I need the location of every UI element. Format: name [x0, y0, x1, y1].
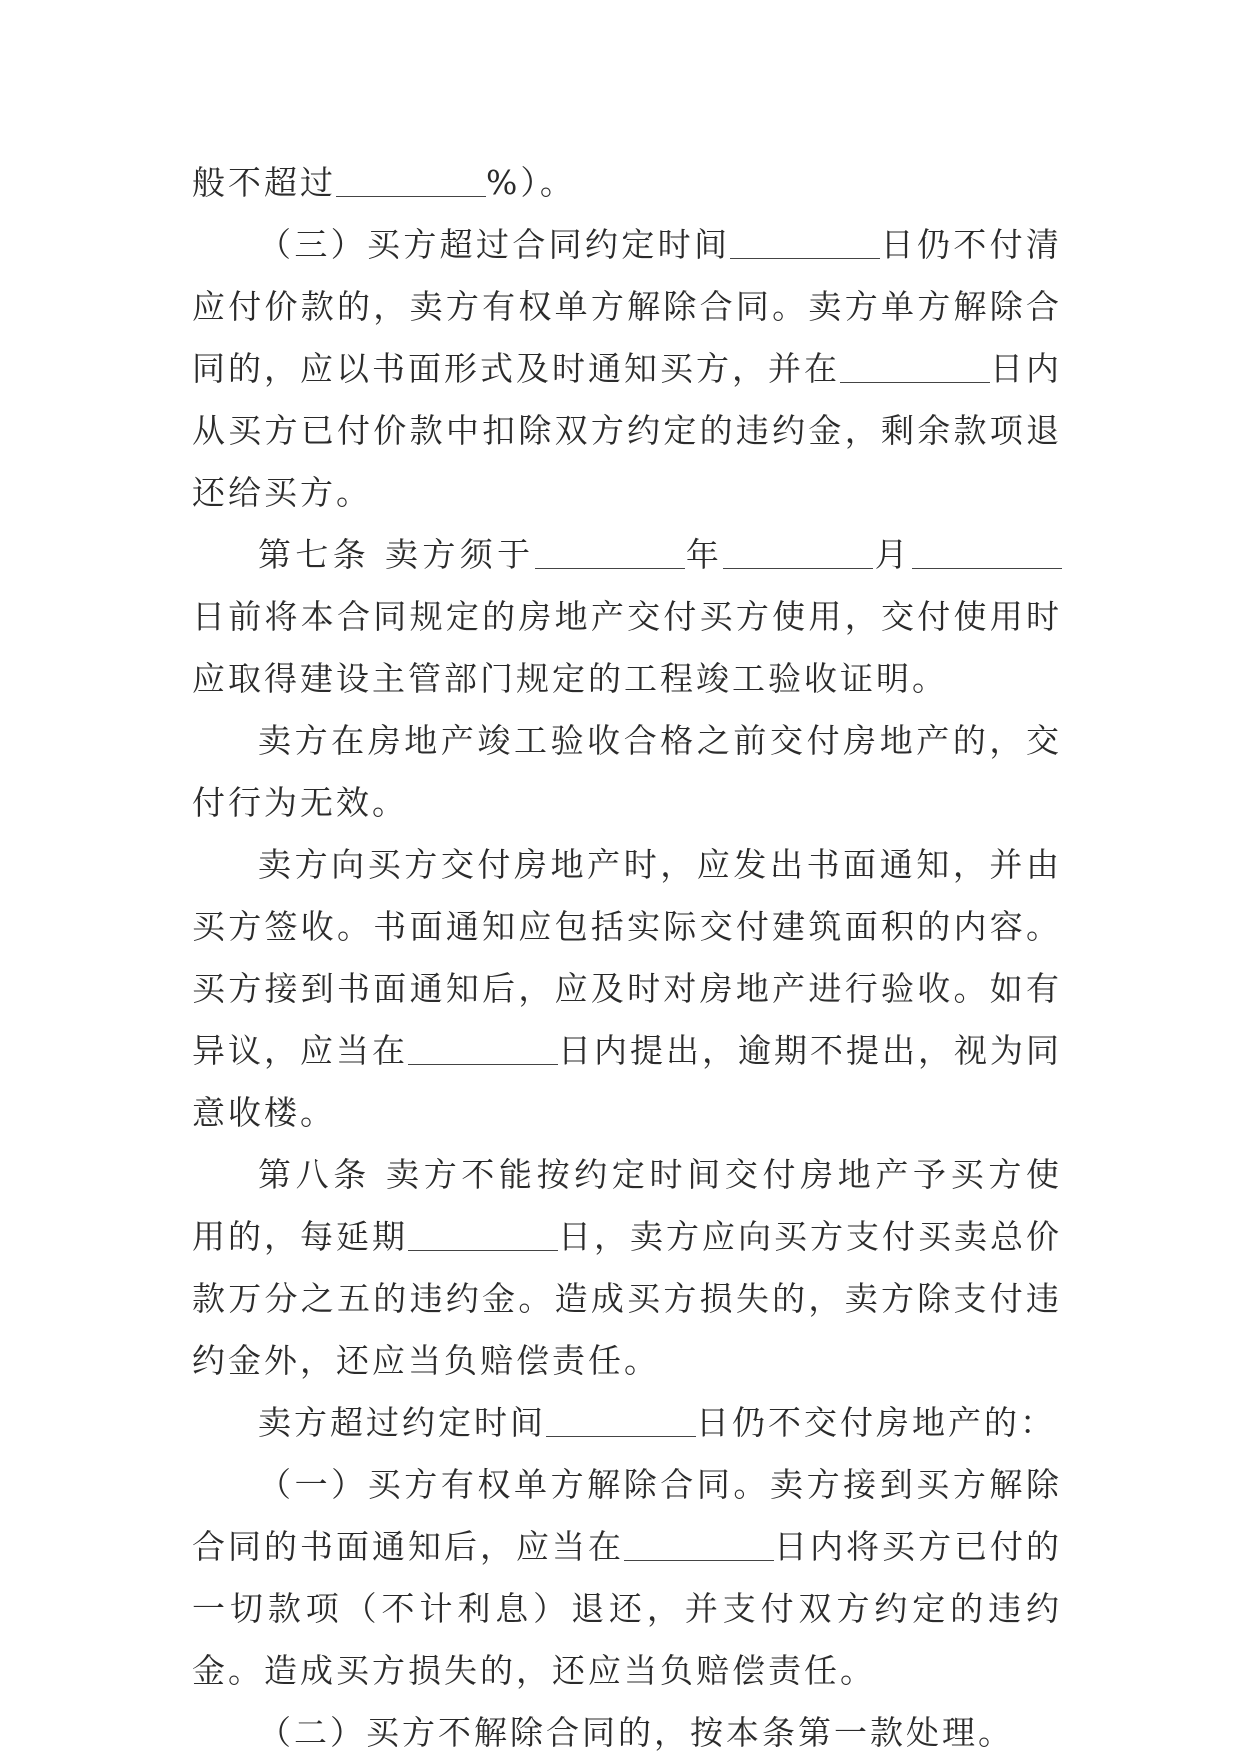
paragraph	[192, 710, 1062, 834]
fill-in-blank[interactable]	[840, 352, 990, 383]
paragraph-text: 日内从买方已付价款中扣除双方约定的违约金，剩余款项退还给买方。	[192, 349, 1062, 512]
paragraph	[192, 834, 1062, 1144]
paragraph-text: 日内将买方已付的一切款项（不计利息）退还，并支付双方约定的违约金。造成买方损失的，还应当负赔偿责任。	[192, 1527, 1062, 1690]
paragraph-text: （三）买方超过合同约定时间	[258, 225, 731, 264]
paragraph	[192, 214, 1062, 524]
paragraph	[192, 524, 1062, 710]
paragraph-text: 卖方在房地产竣工验收合格之前交付房地产的，交付行为无效。	[192, 721, 1062, 822]
paragraph	[192, 1454, 1062, 1702]
paragraph-text: 日前将本合同规定的房地产交付买方使用，交付使用时应取得建设主管部门规定的工程竣工验收证明。	[192, 597, 1062, 698]
fill-in-blank[interactable]	[723, 538, 873, 569]
paragraph	[192, 1392, 1062, 1454]
paragraph-text: 卖方超过约定时间	[258, 1403, 546, 1442]
contract-body	[192, 152, 1062, 1764]
fill-in-blank[interactable]	[336, 166, 486, 197]
fill-in-blank[interactable]	[912, 538, 1062, 569]
fill-in-blank[interactable]	[408, 1220, 558, 1251]
paragraph-text: （二）买方不解除合同的，按本条第一款处理。	[258, 1713, 1014, 1752]
paragraph-text: 第八条 卖方不能按约定时间交付房地产予买方使用的，每延期	[192, 1155, 1062, 1256]
paragraph-text: 年	[684, 535, 724, 574]
paragraph-text: 卖方向买方交付房地产时，应发出书面通知，并由买方签收。书面通知应包括实际交付建筑面积的内容。买方接到书面通知后，应及时对房地产进行验收。如有异议，应当在	[192, 845, 1062, 1070]
fill-in-blank[interactable]	[535, 538, 685, 569]
fill-in-blank[interactable]	[408, 1034, 558, 1065]
paragraph	[192, 152, 1062, 214]
paragraph-text: %）。	[486, 163, 576, 202]
paragraph-text: 日，卖方应向买方支付买卖总价款万分之五的违约金。造成买方损失的，卖方除支付违约金外，还应当负赔偿责任。	[192, 1217, 1062, 1380]
paragraph-text: 月	[873, 535, 912, 574]
paragraph-text: 日仍不交付房地产的：	[696, 1403, 1056, 1442]
fill-in-blank[interactable]	[546, 1406, 696, 1437]
paragraph	[192, 1144, 1062, 1392]
fill-in-blank[interactable]	[730, 228, 880, 259]
paragraph-text: 般不超过	[192, 163, 336, 202]
paragraph-text: （一）买方有权单方解除合同。卖方接到买方解除合同的书面通知后，应当在	[192, 1465, 1062, 1566]
paragraph-text: 第七条 卖方须于	[258, 535, 535, 574]
paragraph-text: 日内提出，逾期不提出，视为同意收楼。	[192, 1031, 1062, 1132]
paragraph	[192, 1702, 1062, 1764]
paragraph-text: 日仍不付清应付价款的，卖方有权单方解除合同。卖方单方解除合同的，应以书面形式及时通知买方，并在	[192, 225, 1063, 388]
fill-in-blank[interactable]	[624, 1530, 774, 1561]
